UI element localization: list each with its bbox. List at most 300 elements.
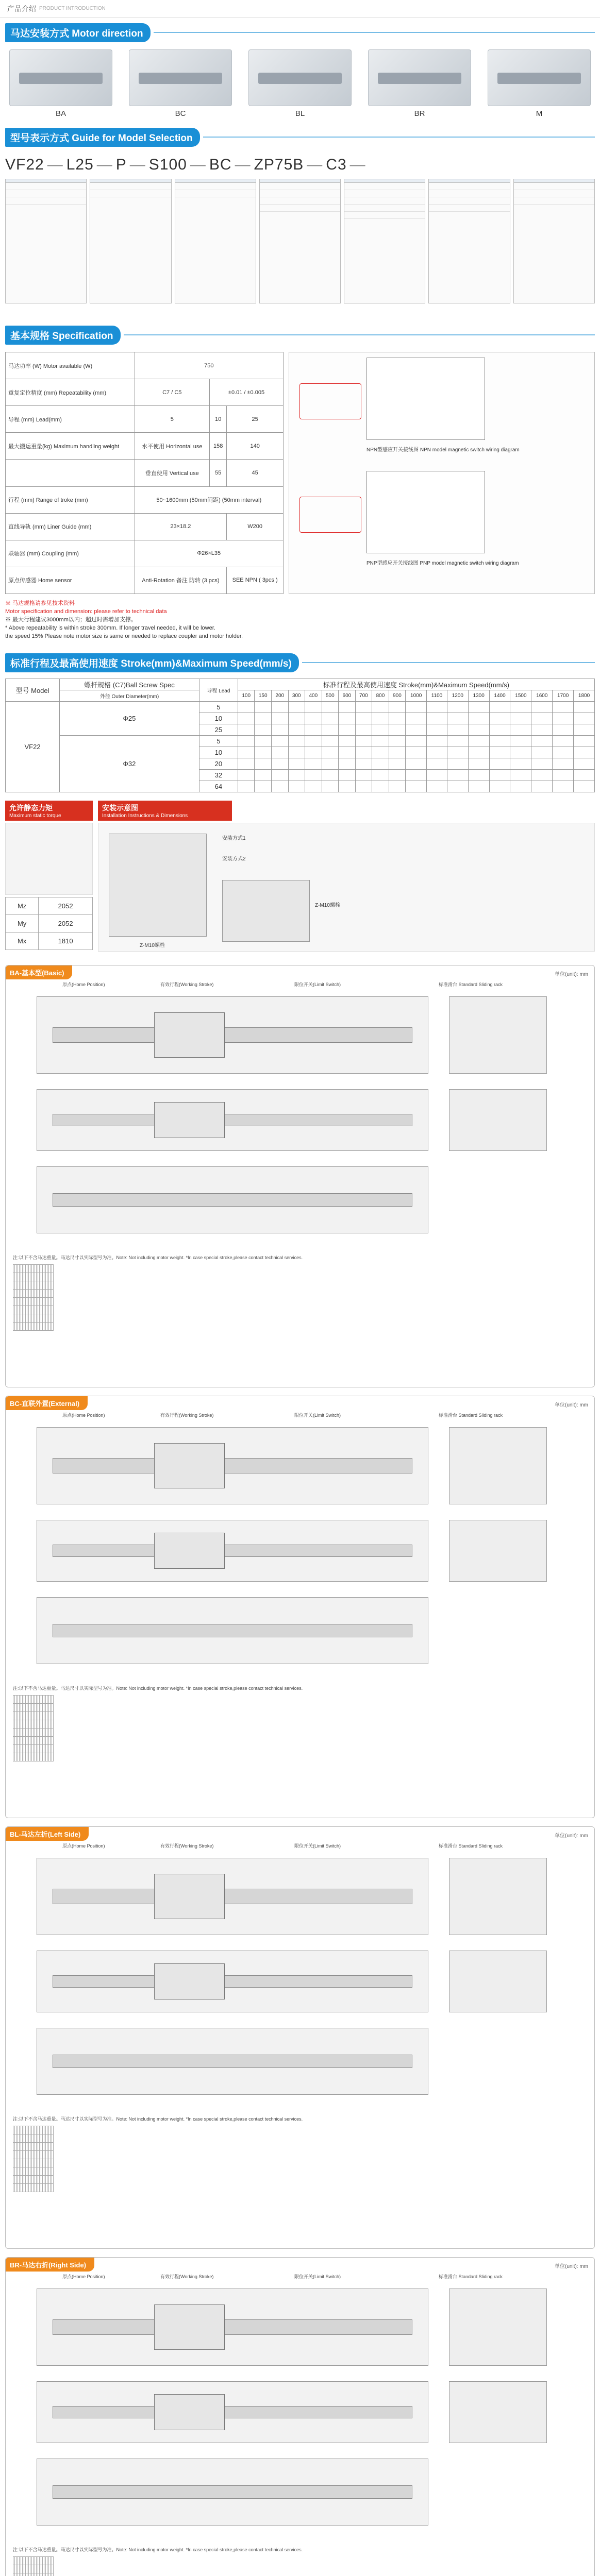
speed-cell	[489, 736, 510, 747]
speed-cell	[322, 758, 339, 770]
std-label: 标准滑台 Standard Sliding rack	[439, 1843, 503, 1849]
origin-label: 原点(Home Position)	[62, 982, 105, 987]
working-label: 有效行程(Working Stroke)	[160, 2274, 214, 2279]
spec-notes	[0, 599, 600, 640]
speed-cell	[427, 713, 447, 724]
speed-cell	[468, 713, 489, 724]
speed-cell	[339, 781, 356, 792]
speed-cell	[406, 770, 427, 781]
header-en: PRODUCT INTRODUCTION	[39, 6, 106, 11]
motor-direction-row	[0, 44, 600, 122]
speed-cell	[305, 758, 322, 770]
speed-cell	[531, 758, 553, 770]
motor-image	[368, 49, 471, 106]
spec-cell: 重复定位精度 (mm) Repeatability (mm)	[6, 379, 135, 406]
speed-cell	[238, 713, 255, 724]
top-view-drawing	[37, 1427, 428, 1504]
section-view-drawing	[449, 1858, 547, 1935]
dim-cell	[52, 1298, 54, 1306]
speed-cell	[510, 736, 531, 747]
speed-cell	[271, 736, 288, 747]
motor-image	[248, 49, 352, 106]
spec-cell: 马达功率 (W) Motor available (W)	[6, 352, 135, 379]
speed-cell	[510, 724, 531, 736]
speed-cell	[238, 702, 255, 713]
torque-value: 2052	[39, 897, 93, 915]
dimension-table	[13, 1695, 54, 1761]
speed-cell	[574, 724, 595, 736]
variant-unit: 单位(unit): mm	[555, 1402, 588, 1408]
dimension-table	[13, 1264, 54, 1331]
speed-cell	[288, 758, 305, 770]
speed-cell	[372, 781, 389, 792]
code-motor-dir: BC	[209, 156, 232, 173]
speed-cell	[339, 770, 356, 781]
variant-title: BC-直联外置(External)	[6, 1396, 88, 1410]
section-stroke-speed	[5, 650, 595, 675]
code-stroke: S100	[148, 156, 187, 173]
install-drawing	[222, 880, 310, 942]
note-line: * Above repeatability is within stroke 300mm. If longer travel needed, it will be lower.	[5, 625, 215, 631]
stroke-header-cell: 1600	[531, 690, 553, 702]
wiring-diagrams	[289, 352, 595, 594]
std-label: 标准滑台 Standard Sliding rack	[439, 2274, 503, 2279]
dim-cell	[52, 2134, 54, 2143]
working-label: 有效行程(Working Stroke)	[160, 1413, 214, 1418]
speed-cell	[531, 781, 553, 792]
lead-cell: 20	[199, 758, 238, 770]
speed-cell	[447, 758, 468, 770]
dim-cell	[52, 2176, 54, 2184]
speed-cell	[322, 713, 339, 724]
speed-cell	[372, 770, 389, 781]
spec-cell: 联轴器 (mm) Coupling (mm)	[6, 540, 135, 567]
end-view-drawing	[449, 1520, 547, 1582]
origin-label: 原点(Home Position)	[62, 1843, 105, 1849]
motor-label: BL	[295, 109, 305, 118]
speed-cell	[238, 736, 255, 747]
variant-title: BR-马达右折(Right Side)	[6, 2258, 94, 2272]
speed-cell	[510, 702, 531, 713]
side-view-drawing	[37, 1089, 428, 1151]
speed-cell	[574, 736, 595, 747]
bottom-view-drawing	[37, 2459, 428, 2526]
speed-cell	[255, 770, 272, 781]
spec-cell: ±0.01 / ±0.005	[210, 379, 284, 406]
spec-cell: 水平使用 Horizontal use	[135, 433, 209, 460]
speed-cell	[238, 781, 255, 792]
pnp-label: PNP型感应开关接线图 PNP model magnetic switch wiring diagram	[366, 561, 519, 566]
option-table	[90, 179, 171, 303]
dim-cell	[52, 1737, 54, 1745]
torque-image	[5, 823, 93, 895]
variant-title: BL-马达左折(Left Side)	[6, 1827, 89, 1841]
note-line: Motor specification and dimension: please refer to technical data	[5, 608, 167, 615]
speed-cell	[574, 781, 595, 792]
speed-cell	[271, 702, 288, 713]
limit-label: 限位开关(Limit Switch)	[294, 2274, 341, 2279]
speed-cell	[255, 781, 272, 792]
speed-cell	[255, 702, 272, 713]
limit-label: 限位开关(Limit Switch)	[294, 1843, 341, 1849]
dim-cell	[52, 1290, 54, 1298]
note-line: the speed 15% Please note motor size is same or needed to replace coupler and motor holder.	[5, 633, 243, 639]
stroke-header-cell: 900	[389, 690, 406, 702]
dim-cell	[52, 2126, 54, 2134]
dim-cell	[52, 2557, 54, 2565]
origin-label: 原点(Home Position)	[62, 2274, 105, 2279]
header-cn: 产品介绍	[7, 4, 36, 13]
install-header	[98, 801, 232, 821]
section-divider	[124, 334, 595, 335]
motor-item	[129, 49, 232, 122]
sensor-icon	[299, 383, 361, 419]
speed-cell	[271, 724, 288, 736]
speed-cell	[305, 781, 322, 792]
lead-cell: 5	[199, 736, 238, 747]
speed-cell	[355, 770, 372, 781]
dimension-note: 注:以下不含马达重量。马达尺寸以实际型号为准。Note: Not including motor weight. *In case special stroke,please contact technical services.	[13, 1255, 303, 1260]
code-motor: ZP75B	[254, 156, 304, 173]
section-title: 基本规格 Specification	[5, 326, 121, 345]
speed-cell	[339, 702, 356, 713]
install-image	[98, 823, 595, 952]
code-switch: P	[115, 156, 127, 173]
dim-cell	[52, 2143, 54, 2151]
pnp-diagram	[366, 471, 485, 553]
stroke-header-cell: 400	[305, 690, 322, 702]
speed-cell	[339, 736, 356, 747]
speed-cell	[427, 702, 447, 713]
speed-cell	[553, 781, 574, 792]
spec-cell: SEE NPN ( 3pcs )	[227, 567, 284, 594]
speed-cell	[288, 736, 305, 747]
end-view-drawing	[449, 1089, 547, 1151]
install-note: 安装方式2	[222, 856, 246, 862]
speed-cell	[305, 702, 322, 713]
code-series: VF22	[5, 156, 44, 173]
speed-cell	[339, 713, 356, 724]
spec-cell: 23×18.2	[135, 513, 227, 540]
note-line: ※ 马达规格请参见技术资料	[5, 600, 75, 606]
speed-cell	[288, 747, 305, 758]
speed-cell	[468, 770, 489, 781]
speed-cell	[427, 781, 447, 792]
top-view-drawing	[37, 996, 428, 1074]
speed-cell	[305, 736, 322, 747]
stroke-header-cell: 100	[238, 690, 255, 702]
speed-cell	[489, 770, 510, 781]
dimension-note: 注:以下不含马达重量。马达尺寸以实际型号为准。Note: Not including motor weight. *In case special stroke,please contact technical services.	[13, 1686, 303, 1691]
option-table	[513, 179, 595, 303]
section-title: 标准行程及最高使用速度 Stroke(mm)&Maximum Speed(mm/s)	[5, 653, 299, 672]
end-view-drawing	[449, 1951, 547, 2012]
speed-cell	[531, 702, 553, 713]
dim-cell	[52, 1704, 54, 1712]
side-view-drawing	[37, 1520, 428, 1582]
section-specification	[5, 326, 595, 344]
speed-cell	[447, 781, 468, 792]
speed-cell	[489, 724, 510, 736]
limit-label: 限位开关(Limit Switch)	[294, 1413, 341, 1418]
torque-panel	[5, 801, 93, 952]
option-table	[259, 179, 341, 303]
install-panel	[98, 801, 595, 952]
speed-cell	[447, 702, 468, 713]
lead-cell: 32	[199, 770, 238, 781]
top-view-drawing	[37, 1858, 428, 1935]
model-cell: VF22	[6, 702, 60, 792]
spec-cell: Anti-Rotation 备注 防转 (3 pcs)	[135, 567, 227, 594]
speed-cell	[322, 781, 339, 792]
npn-diagram	[366, 358, 485, 440]
install-note: Z-M10螺栓	[140, 943, 165, 948]
dimension-variants	[0, 965, 600, 2576]
install-title: 安装示意图	[102, 804, 138, 812]
speed-cell	[322, 770, 339, 781]
speed-cell	[510, 758, 531, 770]
dim-cell	[52, 1281, 54, 1290]
stroke-header-cell: 200	[271, 690, 288, 702]
side-view-drawing	[37, 2381, 428, 2443]
lead-cell: 10	[199, 747, 238, 758]
motor-item	[368, 49, 471, 122]
speed-cell	[406, 747, 427, 758]
speed-cell	[427, 747, 447, 758]
model-code: VF22 — L25 — P — S100 — BC — ZP75B — C3 —	[5, 156, 366, 173]
speed-cell	[574, 770, 595, 781]
variant-panel	[5, 2257, 595, 2576]
spec-cell: 原点传感器 Home sensor	[6, 567, 135, 594]
speed-cell	[355, 713, 372, 724]
install-note: 安装方式1	[222, 836, 246, 841]
motor-image	[129, 49, 232, 106]
speed-cell	[255, 758, 272, 770]
speed-cell	[468, 781, 489, 792]
stroke-header-cell: 600	[339, 690, 356, 702]
speed-cell	[406, 702, 427, 713]
speed-cell	[510, 770, 531, 781]
dimension-note: 注:以下不含马达重量。马达尺寸以实际型号为准。Note: Not including motor weight. *In case special stroke,please contact technical services.	[13, 2547, 303, 2552]
speed-cell	[238, 758, 255, 770]
dimension-table	[13, 2556, 54, 2576]
spec-cell: 最大搬运重量(kg) Maximum handling weight	[6, 433, 135, 460]
speed-cell	[255, 713, 272, 724]
motor-item	[488, 49, 591, 122]
hdr-lead: 导程 Lead	[199, 679, 238, 702]
speed-cell	[305, 770, 322, 781]
origin-label: 原点(Home Position)	[62, 1413, 105, 1418]
spec-cell: 45	[227, 460, 284, 486]
spec-cell: 750	[135, 352, 283, 379]
stroke-header-cell: 1100	[427, 690, 447, 702]
speed-cell	[389, 724, 406, 736]
speed-cell	[372, 702, 389, 713]
option-table	[428, 179, 510, 303]
stroke-header-cell: 1300	[468, 690, 489, 702]
section-divider	[302, 662, 595, 663]
speed-cell	[468, 736, 489, 747]
speed-cell	[389, 736, 406, 747]
hdr-screw: 螺杆规格 (C7)Ball Screw Spec	[60, 679, 199, 690]
spec-cell: 直线导轨 (mm) Liner Guide (mm)	[6, 513, 135, 540]
speed-cell	[531, 770, 553, 781]
speed-cell	[427, 770, 447, 781]
speed-cell	[427, 736, 447, 747]
speed-cell	[355, 724, 372, 736]
speed-cell	[406, 736, 427, 747]
npn-label: NPN型感应开关接线图 NPN model magnetic switch wiring diagram	[366, 447, 520, 453]
section-view-drawing	[449, 1427, 547, 1504]
spec-cell: 导程 (mm) Lead(mm)	[6, 406, 135, 433]
speed-cell	[447, 713, 468, 724]
spec-cell: C7 / C5	[135, 379, 209, 406]
dim-cell	[52, 1745, 54, 1753]
spec-cell: 158	[210, 433, 227, 460]
speed-cell	[468, 758, 489, 770]
speed-cell	[238, 747, 255, 758]
speed-cell	[553, 747, 574, 758]
torque-table	[5, 897, 93, 950]
code-accuracy: C3	[326, 156, 347, 173]
speed-cell	[271, 758, 288, 770]
note-line: ※ 最大行程建议3000mm以内；超过时需增加支撑。	[5, 617, 137, 623]
hdr-od: 外径 Outer Diameter(mm)	[60, 690, 199, 702]
motor-label: BR	[414, 109, 425, 118]
stroke-header-cell: 150	[255, 690, 272, 702]
speed-cell	[339, 747, 356, 758]
speed-cell	[355, 781, 372, 792]
variant-panel	[5, 965, 595, 1387]
spec-cell: 垂直使用 Vertical use	[135, 460, 209, 486]
torque-value: 2052	[39, 915, 93, 933]
spec-cell: 25	[227, 406, 284, 433]
speed-cell	[531, 736, 553, 747]
spec-cell: 50~1600mm (50mm间距) (50mm interval)	[135, 486, 283, 513]
lead-cell: 64	[199, 781, 238, 792]
torque-value: 1810	[39, 933, 93, 950]
stroke-header-cell: 1500	[510, 690, 531, 702]
speed-cell	[322, 747, 339, 758]
variant-title: BA-基本型(Basic)	[6, 965, 72, 979]
speed-cell	[339, 758, 356, 770]
bottom-view-drawing	[37, 2028, 428, 2095]
stroke-header-cell: 1400	[489, 690, 510, 702]
limit-label: 限位开关(Limit Switch)	[294, 982, 341, 987]
header-bar	[0, 0, 600, 18]
speed-cell	[355, 747, 372, 758]
spec-cell: 140	[227, 433, 284, 460]
speed-cell	[322, 724, 339, 736]
install-subtitle: Installation Instructions & Dimensions	[102, 813, 188, 819]
speed-cell	[389, 758, 406, 770]
speed-cell	[372, 747, 389, 758]
torque-axis: My	[6, 915, 39, 933]
motor-image	[9, 49, 112, 106]
code-lead: L25	[66, 156, 94, 173]
end-view-drawing	[449, 2381, 547, 2443]
lead-cell: 10	[199, 713, 238, 724]
stroke-header-cell: 500	[322, 690, 339, 702]
speed-cell	[489, 758, 510, 770]
stroke-header-cell: 1200	[447, 690, 468, 702]
speed-cell	[468, 702, 489, 713]
lead-cell: 5	[199, 702, 238, 713]
option-table	[5, 179, 87, 303]
speed-cell	[355, 702, 372, 713]
lead-cell: 25	[199, 724, 238, 736]
speed-cell	[271, 770, 288, 781]
speed-cell	[574, 747, 595, 758]
section-view-drawing	[449, 996, 547, 1074]
dim-cell	[52, 1720, 54, 1728]
speed-cell	[389, 770, 406, 781]
variant-unit: 单位(unit): mm	[555, 972, 588, 977]
speed-cell	[427, 724, 447, 736]
section-divider	[203, 137, 595, 138]
variant-panel	[5, 1826, 595, 2249]
speed-cell	[305, 724, 322, 736]
speed-cell	[238, 724, 255, 736]
torque-subtitle: Maximum static torque	[9, 813, 61, 819]
speed-cell	[339, 724, 356, 736]
torque-axis: Mx	[6, 933, 39, 950]
bottom-view-drawing	[37, 1166, 428, 1233]
sensor-icon	[299, 497, 361, 533]
speed-cell	[510, 713, 531, 724]
dim-cell	[52, 1273, 54, 1281]
speed-cell	[427, 758, 447, 770]
spec-cell: Φ26×L35	[135, 540, 283, 567]
speed-cell	[288, 781, 305, 792]
speed-cell	[553, 770, 574, 781]
speed-cell	[271, 781, 288, 792]
model-option-tables	[0, 177, 600, 306]
speed-cell	[389, 702, 406, 713]
install-drawing	[109, 834, 207, 937]
dim-cell	[52, 2184, 54, 2192]
dim-cell	[52, 1728, 54, 1737]
torque-install-row	[0, 795, 600, 957]
motor-label: BC	[175, 109, 186, 118]
speed-cell	[574, 702, 595, 713]
speed-cell	[553, 736, 574, 747]
spec-table	[5, 352, 284, 594]
motor-item	[248, 49, 352, 122]
speed-cell	[510, 747, 531, 758]
speed-cell	[489, 747, 510, 758]
dim-cell	[52, 1753, 54, 1761]
dim-cell	[52, 1696, 54, 1704]
variant-unit: 单位(unit): mm	[555, 2264, 588, 2269]
speed-cell	[406, 724, 427, 736]
stroke-table	[5, 679, 595, 792]
speed-cell	[489, 713, 510, 724]
motor-item	[9, 49, 112, 122]
spec-wrap	[0, 347, 600, 599]
speed-cell	[531, 713, 553, 724]
motor-image	[488, 49, 591, 106]
speed-cell	[574, 713, 595, 724]
torque-axis: Mz	[6, 897, 39, 915]
speed-cell	[305, 713, 322, 724]
speed-cell	[372, 736, 389, 747]
torque-header	[5, 801, 93, 821]
torque-title: 允许静态力矩	[9, 804, 53, 812]
hdr-model: 型号 Model	[6, 679, 60, 702]
speed-cell	[372, 758, 389, 770]
dim-cell	[52, 1712, 54, 1720]
